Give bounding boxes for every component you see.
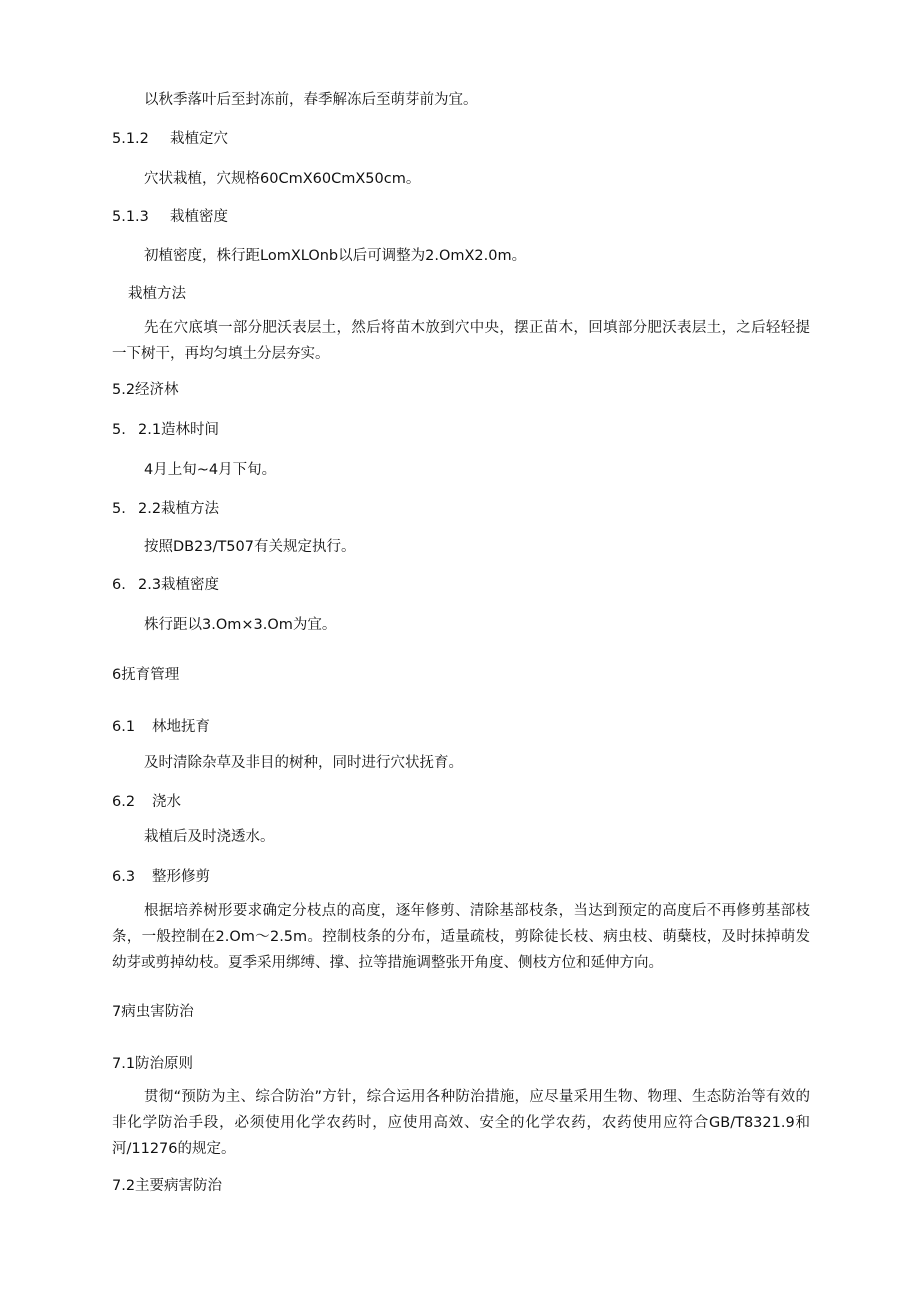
paragraph-season: 以秋季落叶后至封冻前，春季解冻后至萌芽前为宜。: [144, 92, 478, 108]
heading-6-2: [112, 792, 181, 812]
heading-7-1: 7.1防治原则: [112, 1056, 194, 1072]
heading-6-3: [112, 867, 210, 887]
heading-number: 6.: [112, 577, 126, 593]
heading-title: 整形修剪: [152, 869, 210, 885]
paragraph-watering: 栽植后及时浇透水。: [144, 829, 275, 845]
heading-6-1: [112, 717, 210, 737]
paragraph-principles: 贯彻“预防为主、综合防治”方针，综合运用各种防治措施，应尽量采用生物、物理、生态防治等有效的非化学防治手段，必须使用化学农药时，应使用高效、安全的化学农药，农药使用应符合GB/T8321.9和河/11276的规定。: [112, 1089, 810, 1157]
paragraph-hole-spec: 穴状栽植，穴规格60CmX60CmX50cm。: [144, 171, 421, 187]
heading-title: 2.2栽植方法: [138, 501, 220, 517]
heading-number: 5.1.2: [112, 131, 149, 147]
heading-title: 2.3栽植密度: [138, 577, 220, 593]
heading-7-2: 7.2主要病害防治: [112, 1178, 223, 1194]
paragraph-density: 初植密度，株行距LomXLOnb以后可调整为2.OmX2.0m。: [144, 248, 527, 264]
paragraph-spacing: 株行距以3.Om×3.Om为宜。: [144, 617, 337, 633]
heading-5-1-2: [112, 129, 228, 149]
heading-title: 林地抚育: [152, 719, 210, 735]
heading-number: 5.: [112, 422, 126, 438]
paragraph-afforestation-time: 4月上旬~4月下旬。: [144, 462, 277, 478]
heading-number: 6.1: [112, 719, 136, 735]
heading-title: 2.1造林时间: [138, 422, 220, 438]
heading-planting-method: 栽植方法: [128, 286, 186, 302]
heading-number: 6.3: [112, 869, 136, 885]
paragraph-planting-method: 先在穴底填一部分肥沃表层土，然后将苗木放到穴中央，摆正苗木，回填部分肥沃表层土，之后轻轻提一下树干，再均匀填土分层夯实。: [112, 320, 810, 362]
heading-number: 5.1.3: [112, 209, 149, 225]
heading-title: 栽植定穴: [170, 131, 228, 147]
paragraph-tending: 及时清除杂草及非目的树种，同时进行穴状抚育。: [144, 755, 463, 771]
heading-5-2: 5.2经济林: [112, 382, 179, 398]
heading-title: 浇水: [152, 794, 181, 810]
heading-7: 7病虫害防治: [112, 1004, 194, 1020]
heading-number: 6.2: [112, 794, 136, 810]
heading-title: 栽植密度: [170, 209, 228, 225]
heading-6: 6抚育管理: [112, 667, 180, 683]
heading-number: 5.: [112, 501, 126, 517]
heading-5-1-3: [112, 207, 228, 227]
heading-5-2-1: [112, 420, 219, 440]
heading-5-2-3: [112, 575, 219, 595]
paragraph-standard-ref: 按照DB23/T507有关规定执行。: [144, 539, 356, 555]
heading-5-2-2: [112, 499, 219, 519]
paragraph-pruning: 根据培养树形要求确定分枝点的高度，逐年修剪、清除基部枝条，当达到预定的高度后不再修剪基部枝条，一般控制在2.Om～2.5m。控制枝条的分布，适量疏枝，剪除徒长枝、病虫枝、萌蘖枝，及时抹掉萌发幼芽或剪掉幼枝。夏季采用绑缚、撑、拉等措施调整张开角度、侧枝方位和延伸方向。: [112, 903, 810, 971]
